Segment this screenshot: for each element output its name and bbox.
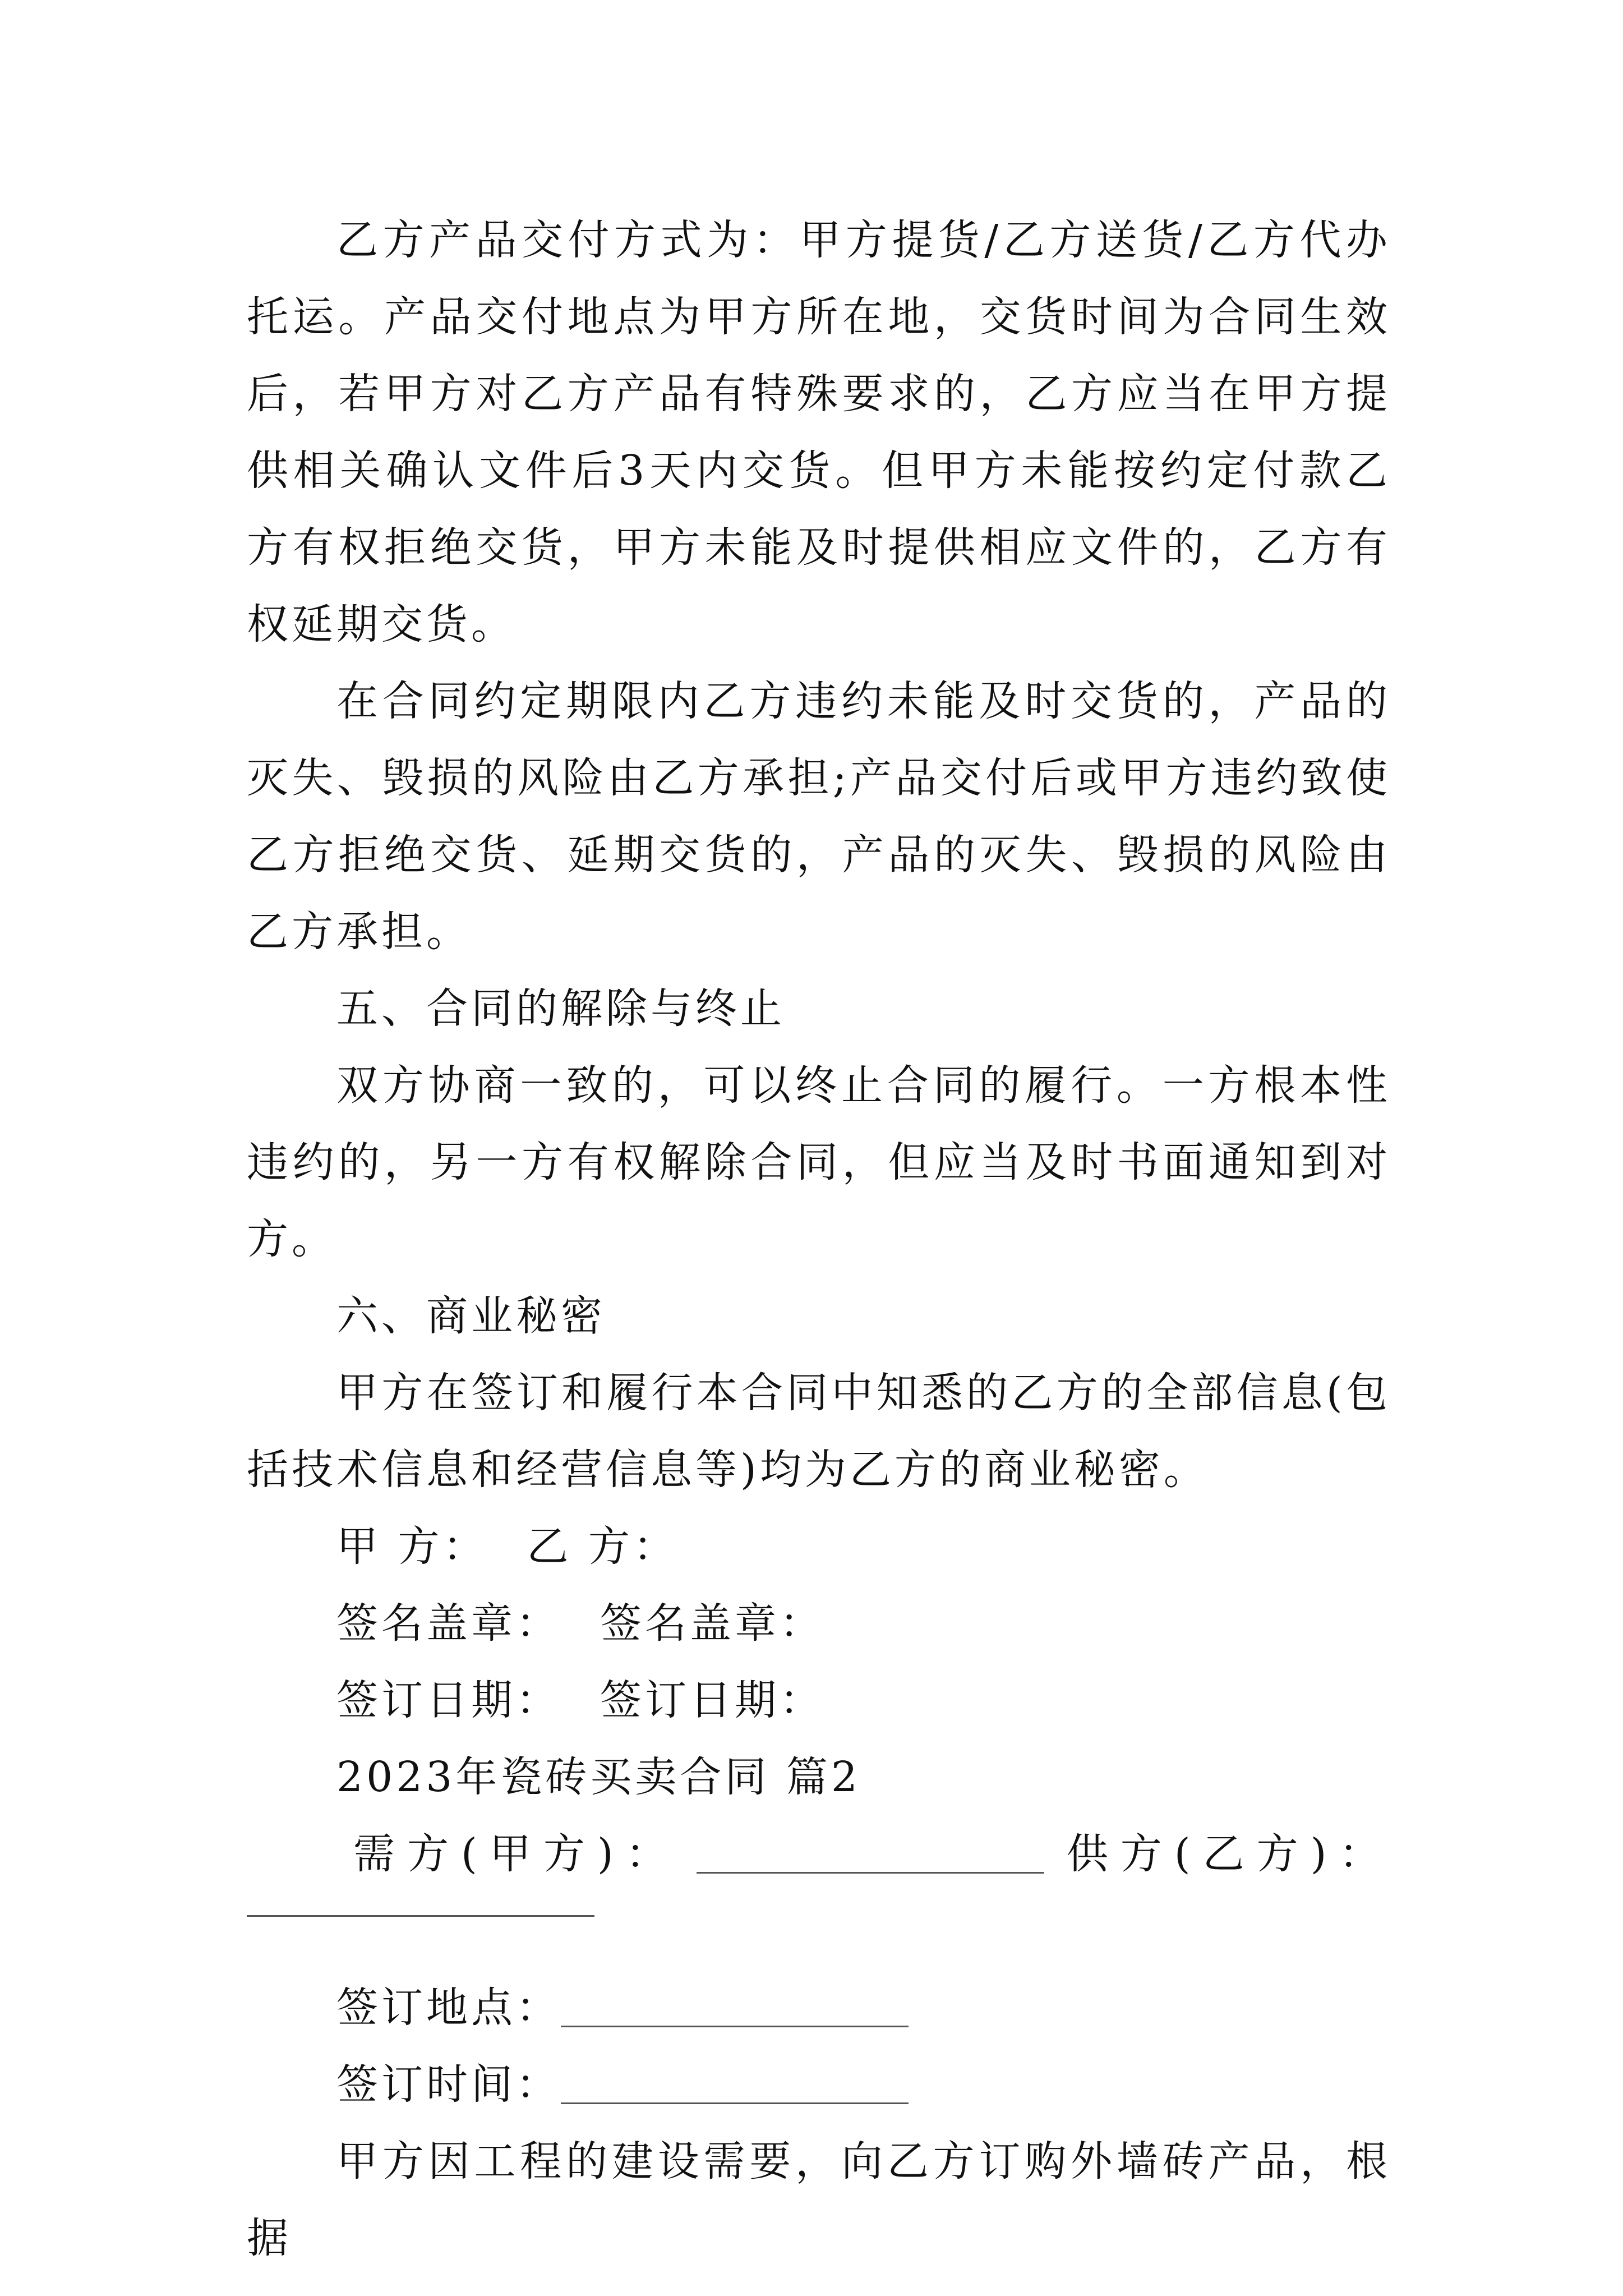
- sign-seal-b-label: 签名盖章：: [600, 1599, 824, 1648]
- sign-seal-a-label: 签名盖章：: [336, 1599, 561, 1648]
- sign-date-a-label: 签订日期：: [336, 1676, 561, 1724]
- contract2-title: 2023年瓷砖买卖合同 篇2: [336, 1753, 861, 1801]
- signature-seal-line: [247, 1585, 1391, 1662]
- sign-date-b-label: 签订日期：: [600, 1676, 824, 1724]
- sign-time-blank: [561, 2100, 909, 2104]
- section-heading-termination: 五、合同的解除与终止: [336, 984, 785, 1033]
- sign-time-line: [247, 2046, 1391, 2123]
- buyer-blank-line: [697, 1870, 1044, 1874]
- paragraph-delivery: 乙方产品交付方式为：甲方提货/乙方送货/乙方代办托运。产品交付地点为甲方所在地，交货时间为合同生效后，若甲方对乙方产品有特殊要求的，乙方应当在甲方提供相关确认文件后3天内交货。但甲方未能按约定付款乙方有权拒绝交货，甲方未能及时提供相应文件的，乙方有权延期交货。: [247, 216, 1391, 648]
- party-b-label: 乙 方：: [527, 1522, 679, 1571]
- paragraph-risk: 在合同约定期限内乙方违约未能及时交货的，产品的灭失、毁损的风险由乙方承担;产品交付后或甲方违约致使乙方拒绝交货、延期交货的，产品的灭失、毁损的风险由乙方承担。: [247, 677, 1391, 956]
- sign-time-label: 签订时间：: [336, 2060, 561, 2109]
- signature-parties-line: [247, 1508, 1391, 1585]
- paragraph-trade-secret: 甲方在签订和履行本合同中知悉的乙方的全部信息(包括技术信息和经营信息等)均为乙方的商业秘密。: [247, 1369, 1391, 1494]
- paragraph-termination: 双方协商一致的，可以终止合同的履行。一方根本性违约的，另一方有权解除合同，但应当及时书面通知到对方。: [247, 1061, 1391, 1263]
- seller-blank-line: [247, 1893, 1391, 1970]
- section-heading-trade-secret: 六、商业秘密: [336, 1292, 606, 1340]
- seller-label: 供方(乙方)：: [1066, 1830, 1393, 1878]
- sign-place-line: [247, 1970, 1391, 2046]
- sign-place-blank: [561, 2023, 909, 2027]
- document-body: [247, 202, 1391, 2277]
- sign-place-label: 签订地点：: [336, 1984, 561, 2032]
- buyer-label: 需方(甲方)：: [353, 1830, 680, 1878]
- party-a-label: 甲 方：: [336, 1522, 488, 1571]
- buyer-seller-line: [247, 1816, 1391, 1893]
- signature-date-line: [247, 1662, 1391, 1739]
- paragraph-contract2-intro: 甲方因工程的建设需要，向乙方订购外墙砖产品，根据: [247, 2137, 1391, 2262]
